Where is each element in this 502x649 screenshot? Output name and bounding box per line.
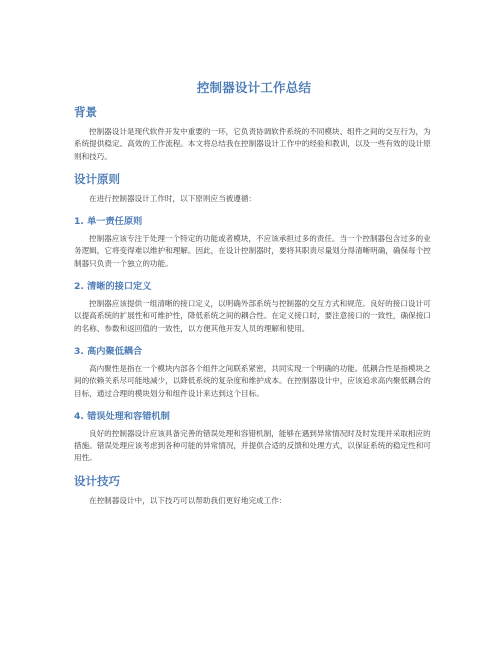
document-title: 控制器设计工作总结 [196, 80, 312, 95]
section-heading-design-tips: 设计技巧 [74, 473, 120, 488]
section-heading-design-principles: 设计原则 [74, 171, 120, 186]
subsection-heading-clear-interface: 2. 清晰的接口定义 [74, 281, 152, 293]
section-paragraph-design-tips: 在控制器设计中，以下技巧可以帮助我们更好地完成工作： [89, 495, 287, 505]
subsection-heading-cohesion-coupling: 3. 高内聚低耦合 [74, 345, 143, 357]
subsection-heading-single-responsibility: 1. 单一责任原则 [74, 216, 143, 228]
subsection-paragraph-error-handling: 良好的控制器设计应该具备完善的错误处理和容错机制，能够在遇到异常情况时及时发现并采取相应的措施。错误处理应该考虑到各种可能的异常情况，并提供合适的反馈和处理方式，以保证系统的稳定性和可用性。 [74, 428, 431, 463]
subsection-paragraph-cohesion-coupling: 高内聚性是指在一个模块内部各个组件之间联系紧密，共同实现一个明确的功能。低耦合性是指模块之间的依赖关系尽可能地减少，以降低系统的复杂度和维护成本。在控制器设计中，应该追求高内聚低耦合的目标，通过合理的模块划分和组件设计来达到这个目标。 [74, 363, 431, 398]
document-content [74, 78, 434, 510]
subsection-paragraph-single-responsibility: 控制器应该专注于处理一个特定的功能或者模块，不应该承担过多的责任。当一个控制器包含过多的业务逻辑，它将变得难以维护和理解。因此，在设计控制器时，要将其职责尽量划分得清晰明确，确保每个控制器只负责一个独立的功能。 [74, 234, 431, 268]
subsection-paragraph-clear-interface: 控制器应该提供一组清晰的接口定义，以明确外部系统与控制器的交互方式和规范。良好的接口设计可以提高系统的扩展性和可维护性，降低系统之间的耦合性。在定义接口时，要注意接口的一致性，确保接口的名称、参数和返回值的一致性，以方便其他开发人员的理解和使用。 [74, 299, 431, 333]
section-paragraph-design-principles: 在进行控制器设计工作时，以下原则应当被遵循： [89, 193, 257, 203]
subsection-heading-error-handling: 4. 错误处理和容错机制 [74, 410, 170, 422]
section-heading-background: 背景 [74, 105, 97, 119]
section-paragraph-background: 控制器设计是现代软件开发中重要的一环，它负责协调软件系统的不同模块、组件之间的交互行为，为系统提供稳定、高效的工作流程。本文将总结我在控制器设计工作中的经验和教训，以及一些有效的设计原则和技巧。 [74, 127, 431, 161]
